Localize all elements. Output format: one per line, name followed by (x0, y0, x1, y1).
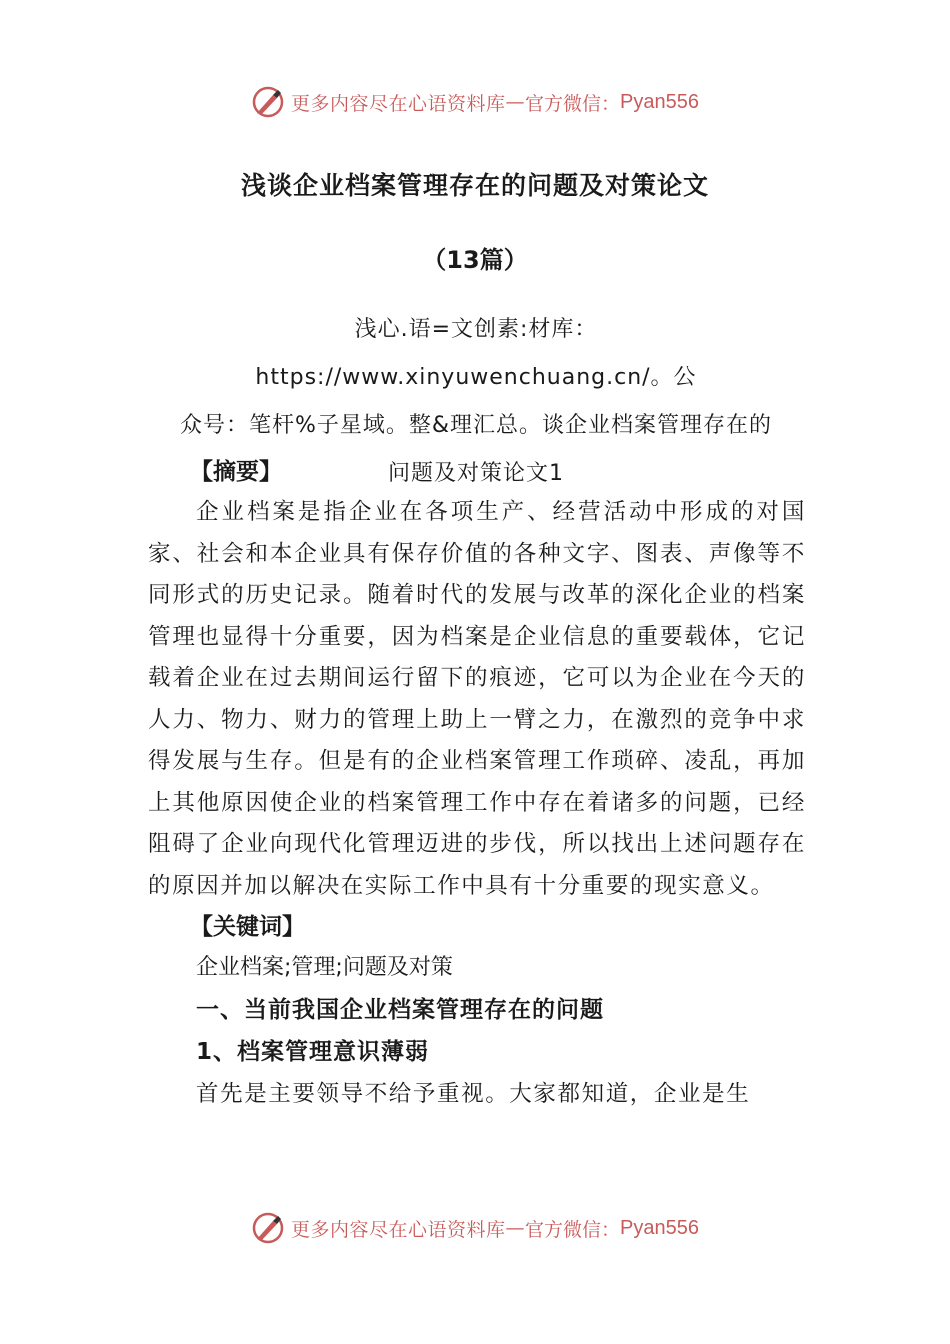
abstract-label: 【摘要】 (190, 459, 282, 485)
banner-text: 更多内容尽在心语资料库 (291, 92, 506, 115)
section-heading-1: 一、当前我国企业档案管理存在的问题 (196, 997, 604, 1023)
document-body (148, 452, 806, 1115)
banner-wechat-id: Pyan556 (620, 90, 699, 113)
banner-wechat-label: 官方微信： (525, 1218, 621, 1241)
intro-line-3: 问题及对策论文1 (388, 461, 564, 486)
intro-line-2: 众号：笔杆%子星域。整&理汇总。谈企业档案管理存在的 (179, 413, 773, 438)
document-title: 浅谈企业档案管理存在的问题及对策论文 (240, 171, 709, 200)
intro-line-1: 浅心.语=文创素:材库：https://www.xinyuwenchuang.cn/。公 (255, 317, 697, 390)
subsection-heading-1: 1、档案管理意识薄弱 (196, 1039, 430, 1065)
banner-wechat-id: Pyan556 (620, 1216, 699, 1239)
header-banner (0, 82, 950, 122)
keywords-text: 企业档案;管理;问题及对策 (196, 955, 453, 980)
abstract-text: 企业档案是指企业在各项生产、经营活动中形成的对国家、社会和本企业具有保存价值的各种文字、图表、声像等不同形式的历史记录。随着时代的发展与改革的深化企业的档案管理也显得十分重要，因为档案是企业信息的重要载体，它记载着企业在过去期间运行留下的痕迹，它可以为企业在今天的人力、物力、财力的管理上助上一臂之力，在激烈的竞争中求得发展与生存。但是有的企业档案管理工作琐碎、凌乱，再加上其他原因使企业的档案管理工作中存在着诸多的问题，已经阻碍了企业向现代化管理迈进的步伐，所以找出上述问题存在的原因并加以解决在实际工作中具有十分重要的现实意义。 (148, 499, 806, 899)
document-count: （13篇） (422, 246, 528, 274)
body-paragraph-start: 首先是主要领导不给予重视。大家都知道，企业是生 (196, 1081, 751, 1107)
pen-logo-icon (251, 1211, 285, 1245)
keywords-label: 【关键词】 (190, 914, 305, 940)
banner-dash: — (505, 1217, 526, 1239)
banner-text: 更多内容尽在心语资料库 (291, 1218, 506, 1241)
pen-logo-icon (251, 85, 285, 119)
banner-dash: — (505, 91, 526, 113)
footer-banner (0, 1208, 950, 1248)
banner-wechat-label: 官方微信： (525, 92, 621, 115)
